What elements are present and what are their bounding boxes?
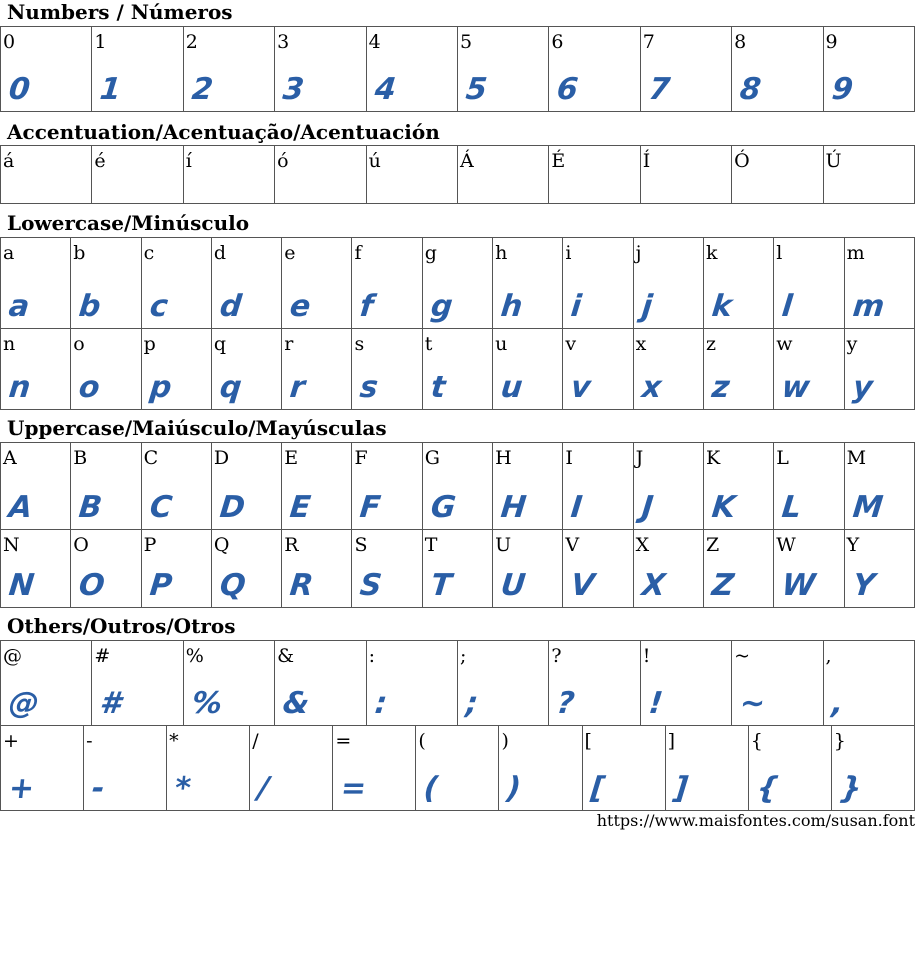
- glyph-row: [1, 329, 915, 410]
- char-label: l: [776, 242, 783, 264]
- glyph-sample: {: [754, 771, 780, 806]
- char-label: 1: [94, 31, 107, 53]
- glyph-sample: n: [7, 370, 33, 405]
- glyph-cell: [844, 530, 914, 608]
- glyph-cell: [844, 329, 914, 410]
- glyph-sample: +: [7, 771, 37, 806]
- glyph-sample: y: [850, 370, 875, 405]
- glyph-sample: j: [639, 289, 654, 324]
- char-label: 7: [642, 31, 655, 53]
- glyph-cell: [282, 329, 352, 410]
- glyph-cell: [549, 27, 640, 112]
- glyph-cell: [211, 329, 281, 410]
- char-label: Ó: [734, 150, 750, 172]
- glyph-sample: z: [710, 370, 732, 405]
- glyph-sample: t: [428, 370, 448, 405]
- char-label: r: [284, 333, 294, 355]
- char-label: 0: [3, 31, 16, 53]
- glyph-cell: [493, 530, 563, 608]
- char-label: ,: [825, 645, 832, 667]
- glyph-row: [1, 530, 915, 608]
- char-label: !: [642, 645, 651, 667]
- glyph-cell: [250, 726, 333, 811]
- glyph-sample: S: [358, 568, 384, 603]
- glyph-sample: s: [358, 370, 381, 405]
- glyph-cell: [366, 27, 457, 112]
- char-label: }: [833, 730, 846, 752]
- glyph-sample: e: [288, 289, 313, 324]
- char-label: Í: [642, 150, 651, 172]
- char-label: &: [277, 645, 295, 667]
- char-label: -: [86, 730, 93, 752]
- glyph-cell: [211, 443, 281, 530]
- char-label: S: [354, 534, 368, 556]
- char-label: %: [185, 645, 204, 667]
- glyph-row: [1, 238, 915, 329]
- char-label: E: [284, 447, 299, 469]
- char-label: É: [551, 150, 566, 172]
- glyph-cell: [1, 641, 92, 726]
- char-label: s: [354, 333, 365, 355]
- glyph-cell: [366, 146, 457, 204]
- char-label: K: [705, 447, 721, 469]
- lowercase-grid: [0, 237, 915, 410]
- glyph-cell: [282, 443, 352, 530]
- char-label: O: [73, 534, 89, 556]
- char-label: I: [565, 447, 573, 469]
- others-title: Others/Outros/Otros: [7, 614, 236, 638]
- glyph-cell: [183, 146, 274, 204]
- glyph-cell: [352, 443, 422, 530]
- glyph-cell: [633, 238, 703, 329]
- glyph-cell: [640, 27, 731, 112]
- glyph-cell: [141, 530, 211, 608]
- char-label: x: [635, 333, 647, 355]
- glyph-sample: U: [499, 568, 528, 603]
- glyph-cell: [703, 329, 773, 410]
- glyph-sample: i: [569, 289, 584, 324]
- glyph-sample: ;: [464, 686, 480, 721]
- char-label: {: [750, 730, 763, 752]
- char-label: G: [424, 447, 440, 469]
- char-label: b: [73, 242, 86, 264]
- glyph-cell: [275, 641, 366, 726]
- glyph-sample: 7: [646, 72, 672, 107]
- glyph-sample: f: [358, 289, 376, 324]
- accents-grid: [0, 145, 915, 204]
- source-url[interactable]: https://www.maisfontes.com/susan.font: [596, 811, 915, 830]
- glyph-sample: d: [218, 289, 244, 324]
- glyph-sample: Y: [850, 568, 877, 603]
- glyph-sample: p: [147, 370, 173, 405]
- glyph-cell: [640, 641, 731, 726]
- char-label: [: [584, 730, 592, 752]
- glyph-cell: [563, 238, 633, 329]
- char-label: 5: [459, 31, 473, 53]
- glyph-sample: C: [147, 490, 174, 525]
- glyph-sample: O: [77, 568, 107, 603]
- char-label: D: [213, 447, 230, 469]
- glyph-cell: [665, 726, 748, 811]
- glyph-sample: X: [639, 568, 667, 603]
- glyph-cell: [71, 530, 141, 608]
- glyph-cell: [844, 443, 914, 530]
- glyph-cell: [844, 238, 914, 329]
- char-label: V: [565, 534, 580, 556]
- glyph-sample: T: [428, 568, 454, 603]
- glyph-sample: %: [189, 686, 224, 721]
- glyph-cell: [1, 146, 92, 204]
- glyph-cell: [71, 329, 141, 410]
- glyph-cell: [493, 329, 563, 410]
- char-label: ó: [277, 150, 289, 172]
- glyph-cell: [823, 27, 914, 112]
- char-label: L: [776, 447, 789, 469]
- char-label: c: [143, 242, 155, 264]
- glyph-sample: 6: [555, 72, 581, 107]
- glyph-sample: 0: [7, 72, 32, 107]
- glyph-sample: }: [837, 771, 864, 806]
- char-label: k: [705, 242, 718, 264]
- char-label: p: [143, 333, 156, 355]
- glyph-sample: a: [7, 289, 32, 324]
- accents-title: Accentuation/Acentuação/Acentuación: [7, 120, 440, 144]
- glyph-cell: [493, 443, 563, 530]
- char-label: 9: [825, 31, 838, 53]
- char-label: á: [3, 150, 15, 172]
- char-label: e: [284, 242, 296, 264]
- char-label: T: [424, 534, 438, 556]
- char-label: R: [284, 534, 299, 556]
- char-label: m: [846, 242, 865, 264]
- char-label: @: [3, 645, 22, 667]
- glyph-cell: [422, 329, 492, 410]
- glyph-cell: [92, 641, 183, 726]
- char-label: q: [213, 333, 227, 355]
- glyph-cell: [1, 443, 71, 530]
- char-label: ~: [734, 645, 751, 667]
- others-grid-row-1: [0, 640, 915, 726]
- glyph-cell: [549, 146, 640, 204]
- char-label: U: [495, 534, 512, 556]
- glyph-cell: [563, 329, 633, 410]
- char-label: 2: [185, 31, 198, 53]
- char-label: ]: [667, 730, 676, 752]
- numbers-grid: [0, 26, 915, 112]
- char-label: f: [354, 242, 362, 264]
- char-label: 3: [277, 31, 290, 53]
- char-label: ?: [551, 645, 562, 667]
- glyph-sample: ,: [829, 686, 845, 721]
- glyph-cell: [774, 443, 844, 530]
- char-label: C: [143, 447, 159, 469]
- char-label: g: [424, 242, 437, 264]
- glyph-row: [1, 641, 915, 726]
- glyph-sample: x: [639, 370, 663, 405]
- glyph-sample: g: [428, 289, 455, 324]
- glyph-cell: [640, 146, 731, 204]
- char-label: v: [565, 333, 577, 355]
- glyph-cell: [141, 443, 211, 530]
- lowercase-title: Lowercase/Minúsculo: [7, 211, 250, 235]
- glyph-cell: [457, 146, 548, 204]
- char-label: w: [776, 333, 793, 355]
- glyph-sample: ]: [671, 771, 690, 806]
- glyph-cell: [457, 641, 548, 726]
- glyph-row: [1, 443, 915, 530]
- char-label: *: [169, 730, 179, 752]
- char-label: t: [424, 333, 433, 355]
- char-label: /: [252, 730, 259, 752]
- glyph-cell: [71, 238, 141, 329]
- char-label: y: [846, 333, 858, 355]
- char-label: a: [3, 242, 15, 264]
- glyph-cell: [352, 238, 422, 329]
- glyph-cell: [282, 530, 352, 608]
- numbers-title: Numbers / Números: [7, 0, 233, 24]
- glyph-cell: [831, 726, 914, 811]
- glyph-cell: [92, 27, 183, 112]
- glyph-sample: 2: [189, 72, 215, 107]
- char-label: :: [368, 645, 375, 667]
- uppercase-title: Uppercase/Maiúsculo/Mayúsculas: [7, 416, 387, 440]
- char-label: 6: [551, 31, 564, 53]
- glyph-cell: [366, 641, 457, 726]
- glyph-sample: 4: [372, 72, 398, 107]
- glyph-sample: r: [288, 370, 307, 405]
- char-label: ;: [459, 645, 467, 667]
- glyph-sample: @: [7, 686, 41, 721]
- glyph-sample: ~: [738, 686, 768, 721]
- glyph-sample: Q: [218, 568, 248, 603]
- glyph-cell: [732, 641, 823, 726]
- char-label: H: [495, 447, 512, 469]
- char-label: P: [143, 534, 157, 556]
- glyph-sample: N: [7, 568, 37, 603]
- glyph-sample: ): [505, 771, 524, 806]
- glyph-cell: [183, 27, 274, 112]
- glyph-cell: [1, 726, 84, 811]
- glyph-sample: ?: [555, 686, 577, 721]
- glyph-cell: [774, 238, 844, 329]
- glyph-sample: V: [569, 568, 597, 603]
- glyph-cell: [732, 27, 823, 112]
- glyph-sample: *: [173, 771, 193, 806]
- glyph-cell: [422, 238, 492, 329]
- glyph-sample: K: [710, 490, 738, 525]
- glyph-cell: [633, 530, 703, 608]
- glyph-cell: [774, 530, 844, 608]
- char-label: n: [3, 333, 16, 355]
- glyph-sample: G: [428, 490, 458, 525]
- glyph-sample: o: [77, 370, 102, 405]
- glyph-cell: [211, 530, 281, 608]
- glyph-sample: F: [358, 490, 383, 525]
- glyph-cell: [823, 146, 914, 204]
- glyph-cell: [1, 530, 71, 608]
- char-label: h: [495, 242, 508, 264]
- glyph-cell: [183, 641, 274, 726]
- glyph-sample: :: [372, 686, 389, 721]
- glyph-cell: [703, 530, 773, 608]
- glyph-cell: [1, 329, 71, 410]
- glyph-sample: I: [569, 490, 585, 525]
- glyph-cell: [493, 238, 563, 329]
- glyph-sample: w: [780, 370, 812, 405]
- glyph-sample: &: [281, 686, 312, 721]
- glyph-sample: h: [499, 289, 525, 324]
- glyph-sample: 5: [464, 72, 489, 107]
- glyph-cell: [167, 726, 250, 811]
- glyph-sample: E: [288, 490, 313, 525]
- char-label: M: [846, 447, 867, 469]
- char-label: N: [3, 534, 20, 556]
- char-label: j: [635, 242, 642, 264]
- glyph-sample: D: [218, 490, 247, 525]
- glyph-cell: [84, 726, 167, 811]
- glyph-cell: [71, 443, 141, 530]
- char-label: (: [418, 730, 426, 752]
- char-label: Y: [846, 534, 860, 556]
- glyph-sample: 8: [738, 72, 763, 107]
- glyph-cell: [352, 530, 422, 608]
- glyph-sample: m: [850, 289, 886, 324]
- glyph-cell: [703, 443, 773, 530]
- glyph-row: [1, 726, 915, 811]
- glyph-sample: 1: [98, 72, 124, 107]
- glyph-sample: J: [639, 490, 655, 525]
- glyph-cell: [211, 238, 281, 329]
- char-label: Q: [213, 534, 230, 556]
- glyph-sample: M: [850, 490, 885, 525]
- glyph-cell: [774, 329, 844, 410]
- glyph-cell: [282, 238, 352, 329]
- glyph-sample: Z: [710, 568, 736, 603]
- glyph-sample: (: [422, 771, 441, 806]
- glyph-sample: c: [147, 289, 170, 324]
- char-label: 4: [368, 31, 381, 53]
- char-label: ú: [368, 150, 381, 172]
- uppercase-grid: [0, 442, 915, 608]
- glyph-cell: [748, 726, 831, 811]
- glyph-cell: [275, 27, 366, 112]
- glyph-cell: [732, 146, 823, 204]
- glyph-cell: [563, 443, 633, 530]
- glyph-cell: [352, 329, 422, 410]
- glyph-cell: [823, 641, 914, 726]
- glyph-cell: [703, 238, 773, 329]
- glyph-cell: [416, 726, 499, 811]
- glyph-cell: [333, 726, 416, 811]
- char-label: i: [565, 242, 572, 264]
- glyph-cell: [633, 329, 703, 410]
- glyph-sample: L: [780, 490, 804, 525]
- glyph-sample: =: [339, 771, 369, 806]
- char-label: é: [94, 150, 106, 172]
- char-label: z: [705, 333, 716, 355]
- glyph-sample: R: [288, 568, 316, 603]
- glyph-cell: [141, 238, 211, 329]
- char-label: u: [495, 333, 508, 355]
- glyph-cell: [1, 27, 92, 112]
- char-label: J: [635, 447, 644, 469]
- glyph-cell: [422, 443, 492, 530]
- glyph-cell: [499, 726, 582, 811]
- glyph-cell: [582, 726, 665, 811]
- glyph-sample: B: [77, 490, 105, 525]
- others-grid-row-2: [0, 725, 915, 811]
- glyph-cell: [92, 146, 183, 204]
- char-label: B: [73, 447, 88, 469]
- char-label: A: [3, 447, 17, 469]
- char-label: Ú: [825, 150, 842, 172]
- char-label: W: [776, 534, 796, 556]
- char-label: Z: [705, 534, 720, 556]
- glyph-sample: k: [710, 289, 734, 324]
- glyph-cell: [275, 146, 366, 204]
- char-label: d: [213, 242, 227, 264]
- char-label: #: [94, 645, 111, 667]
- glyph-sample: !: [646, 686, 665, 721]
- char-label: í: [185, 150, 192, 172]
- glyph-row: [1, 146, 915, 204]
- glyph-sample: u: [499, 370, 525, 405]
- glyph-sample: [: [588, 771, 607, 806]
- glyph-sample: H: [499, 490, 529, 525]
- glyph-sample: 3: [281, 72, 306, 107]
- glyph-sample: l: [780, 289, 795, 324]
- char-label: ): [501, 730, 509, 752]
- char-label: o: [73, 333, 85, 355]
- char-label: Á: [459, 150, 474, 172]
- glyph-cell: [549, 641, 640, 726]
- char-label: F: [354, 447, 368, 469]
- glyph-sample: #: [98, 686, 124, 721]
- char-label: +: [3, 730, 19, 752]
- char-label: X: [635, 534, 650, 556]
- glyph-row: [1, 27, 915, 112]
- glyph-cell: [422, 530, 492, 608]
- char-label: 8: [734, 31, 747, 53]
- char-label: =: [335, 730, 352, 752]
- glyph-cell: [633, 443, 703, 530]
- glyph-sample: W: [780, 568, 818, 603]
- glyph-sample: q: [218, 370, 244, 405]
- glyph-sample: /: [256, 771, 272, 806]
- glyph-sample: 9: [829, 72, 855, 107]
- glyph-cell: [141, 329, 211, 410]
- glyph-sample: -: [90, 771, 107, 806]
- glyph-cell: [457, 27, 548, 112]
- glyph-cell: [563, 530, 633, 608]
- glyph-sample: b: [77, 289, 103, 324]
- glyph-cell: [1, 238, 71, 329]
- glyph-sample: P: [147, 568, 174, 603]
- glyph-sample: v: [569, 370, 593, 405]
- glyph-sample: A: [7, 490, 35, 525]
